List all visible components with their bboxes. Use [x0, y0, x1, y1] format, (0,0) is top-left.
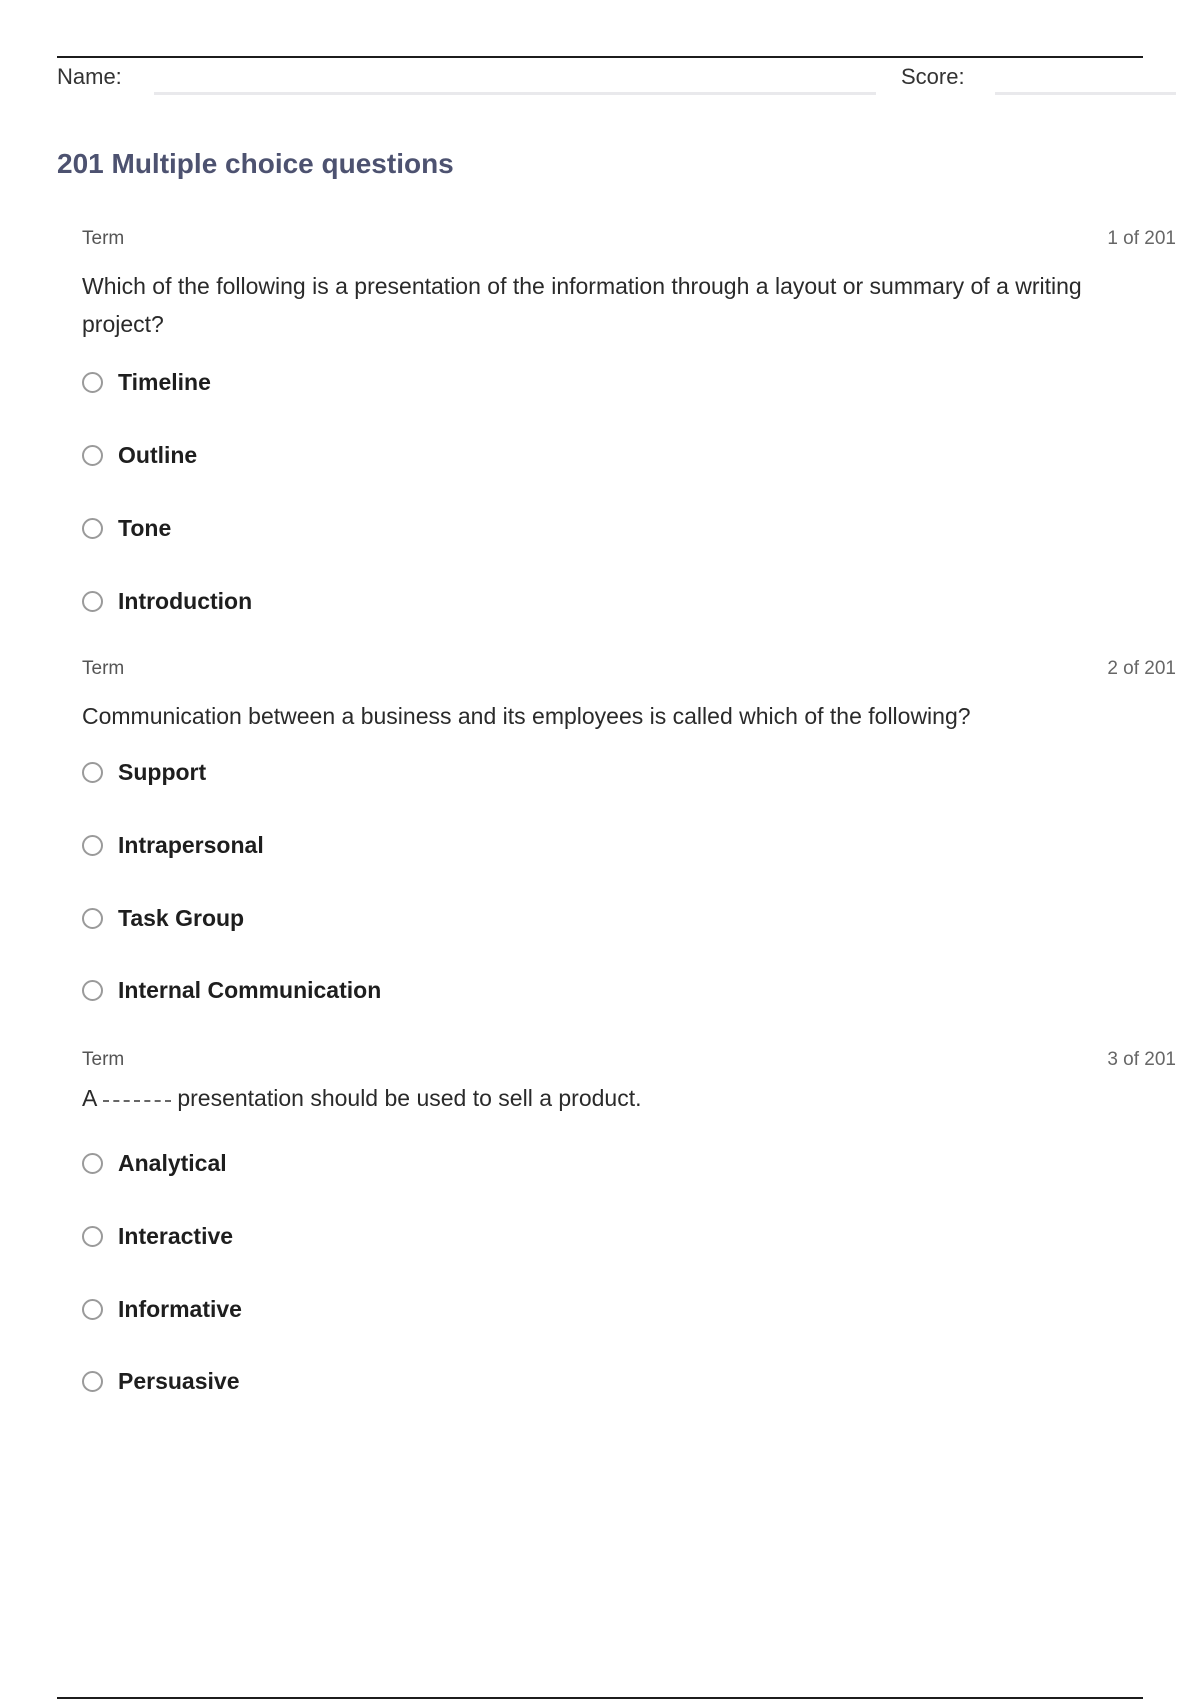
answer-option[interactable] — [82, 513, 171, 543]
answer-option-label: Interactive — [118, 1222, 234, 1249]
name-field[interactable] — [154, 92, 876, 95]
score-label: Score: — [901, 64, 965, 89]
answer-option[interactable] — [82, 830, 264, 860]
answer-option-label: Informative — [118, 1295, 242, 1322]
answer-option-label: Internal Communication — [118, 976, 382, 1003]
answer-option-label: Support — [118, 758, 207, 785]
answer-option-label: Tone — [118, 514, 172, 541]
answer-option-label: Intrapersonal — [118, 831, 264, 858]
radio-button[interactable] — [82, 835, 103, 856]
radio-button[interactable] — [82, 1153, 103, 1174]
radio-button[interactable] — [82, 372, 103, 393]
answer-option-label: Introduction — [118, 587, 253, 614]
radio-button[interactable] — [82, 1299, 103, 1320]
name-label: Name: — [57, 64, 122, 89]
answer-option-label: Task Group — [118, 904, 245, 931]
question-counter: 3 of 201 — [1107, 1049, 1176, 1070]
answer-option[interactable] — [82, 975, 381, 1005]
score-field[interactable] — [995, 92, 1176, 95]
answer-option[interactable] — [82, 1221, 233, 1251]
answer-option-label: Timeline — [118, 368, 211, 395]
answer-option[interactable] — [82, 757, 206, 787]
answer-option[interactable] — [82, 440, 197, 470]
question-prompt: Which of the following is a presentation of the information through a layout or summary of a writing project? — [82, 273, 1082, 337]
question-prompt-end: presentation should be used to sell a product. — [177, 1085, 642, 1111]
fill-in-blank — [103, 1100, 171, 1102]
answer-option[interactable] — [82, 1294, 242, 1324]
radio-button[interactable] — [82, 980, 103, 1001]
question-prompt: Communication between a business and its employees is called which of the following? — [82, 703, 971, 729]
answer-option-label: Outline — [118, 441, 198, 468]
answer-option-label: Persuasive — [118, 1367, 240, 1394]
answer-option[interactable] — [82, 367, 211, 397]
answer-option-label: Analytical — [118, 1149, 227, 1176]
term-label: Term — [82, 1049, 125, 1070]
answer-option[interactable] — [82, 1148, 227, 1178]
answer-option[interactable] — [82, 586, 252, 616]
answer-option[interactable] — [82, 903, 244, 933]
top-divider — [57, 56, 1143, 58]
radio-button[interactable] — [82, 1371, 103, 1392]
bottom-divider — [57, 1697, 1143, 1699]
question-prompt-start: A — [82, 1085, 98, 1111]
answer-option[interactable] — [82, 1366, 239, 1396]
page-title: 201 Multiple choice questions — [57, 148, 454, 179]
radio-button[interactable] — [82, 908, 103, 929]
radio-button[interactable] — [82, 591, 103, 612]
question-counter: 1 of 201 — [1107, 228, 1176, 249]
radio-button[interactable] — [82, 445, 103, 466]
term-label: Term — [82, 658, 125, 679]
radio-button[interactable] — [82, 1226, 103, 1247]
term-label: Term — [82, 228, 125, 249]
question-counter: 2 of 201 — [1107, 658, 1176, 679]
radio-button[interactable] — [82, 518, 103, 539]
question-prompt — [82, 1079, 1102, 1117]
worksheet-header — [57, 62, 1177, 98]
radio-button[interactable] — [82, 762, 103, 783]
